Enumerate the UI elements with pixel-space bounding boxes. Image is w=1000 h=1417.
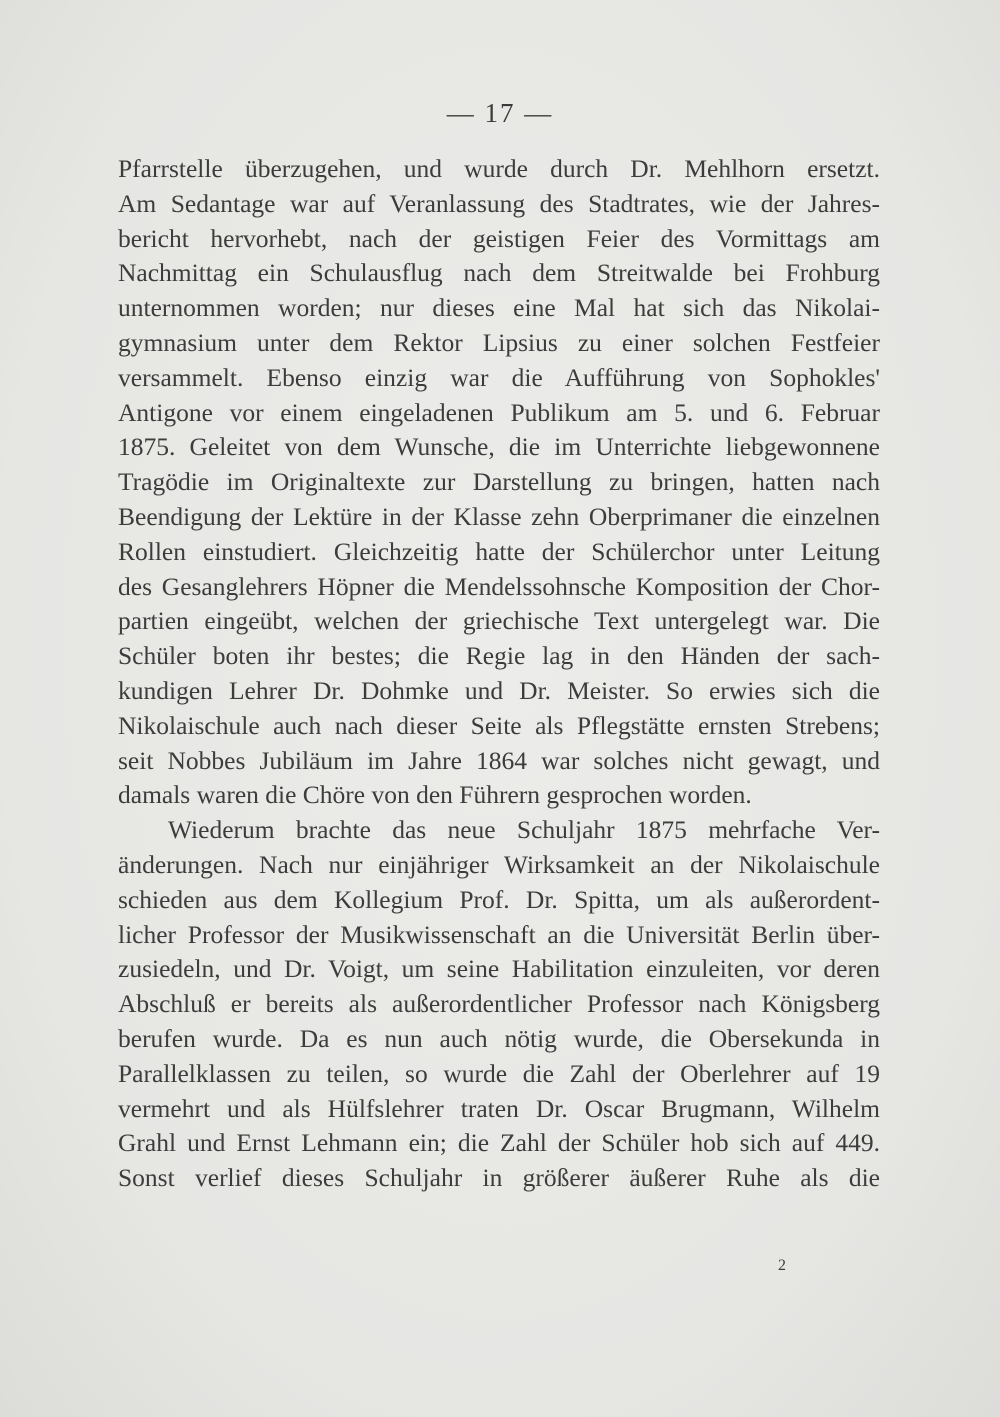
text-line: unternommen worden; nur dieses eine Mal hat sich das Nikolai- [118, 293, 880, 323]
body-text [118, 152, 880, 1196]
text-line: berufen wurde. Da es nun auch nötig wurde, die Obersekunda in [118, 1023, 880, 1053]
text-line: Tragödie im Originaltexte zur Darstellung zu bringen, hatten nach [118, 467, 880, 497]
text-line: Abschluß er bereits als außerordentlicher Professor nach Königsberg [118, 989, 880, 1019]
text-line: Nachmittag ein Schulausflug nach dem Streitwalde bei Frohburg [118, 258, 880, 288]
text-line: Parallelklassen zu teilen, so wurde die Zahl der Oberlehrer auf 19 [118, 1058, 880, 1088]
text-line: versammelt. Ebenso einzig war die Aufführung von Sophokles' [118, 362, 880, 392]
text-line: 1875. Geleitet von dem Wunsche, die im Unterrichte liebgewonnene [118, 432, 880, 462]
text-line: zusiedeln, und Dr. Voigt, um seine Habilitation einzuleiten, vor deren [118, 954, 880, 984]
text-line: Wiederum brachte das neue Schuljahr 1875 mehrfache Ver- [168, 815, 880, 845]
signature-mark: 2 [778, 1257, 786, 1274]
text-line: des Gesanglehrers Höpner die Mendelssohnsche Komposition der Chor- [118, 571, 880, 601]
text-line: seit Nobbes Jubiläum im Jahre 1864 war solches nicht gewagt, und [118, 745, 880, 775]
text-line: Rollen einstudiert. Gleichzeitig hatte der Schülerchor unter Leitung [118, 536, 880, 566]
text-line: Antigone vor einem eingeladenen Publikum am 5. und 6. Februar [118, 397, 880, 427]
text-line: änderungen. Nach nur einjähriger Wirksamkeit an der Nikolaischule [118, 849, 880, 879]
text-line: Pfarrstelle überzugehen, und wurde durch Dr. Mehlhorn ersetzt. [118, 154, 880, 183]
text-line: Nikolaischule auch nach dieser Seite als Pflegstätte ernsten Strebens; [118, 710, 880, 740]
page-number: — 17 — [446, 98, 554, 128]
text-line: Sonst verlief dieses Schuljahr in größerer äußerer Ruhe als die [118, 1163, 880, 1193]
text-line: Beendigung der Lektüre in der Klasse zehn Oberprimaner die einzelnen [118, 501, 880, 531]
text-line: partien eingeübt, welchen der griechische Text untergelegt war. Die [118, 606, 880, 636]
text-line: Am Sedantage war auf Veranlassung des Stadtrates, wie der Jahres- [118, 188, 880, 218]
text-line: Grahl und Ernst Lehmann ein; die Zahl der Schüler hob sich auf 449. [118, 1128, 880, 1158]
text-line: vermehrt und als Hülfslehrer traten Dr. Oscar Brugmann, Wilhelm [118, 1093, 880, 1123]
text-line: Schüler boten ihr bestes; die Regie lag in den Händen der sach- [118, 641, 880, 671]
text-line: bericht hervorhebt, nach der geistigen Feier des Vormittags am [118, 223, 880, 253]
text-line: damals waren die Chöre von den Führern gesprochen worden. [118, 780, 752, 810]
text-line: gymnasium unter dem Rektor Lipsius zu einer solchen Festfeier [118, 327, 880, 357]
text-line: licher Professor der Musikwissenschaft an die Universität Berlin über- [118, 919, 880, 949]
text-line: schieden aus dem Kollegium Prof. Dr. Spitta, um als außerordent- [118, 884, 880, 914]
text-line: kundigen Lehrer Dr. Dohmke und Dr. Meister. So erwies sich die [118, 675, 880, 705]
